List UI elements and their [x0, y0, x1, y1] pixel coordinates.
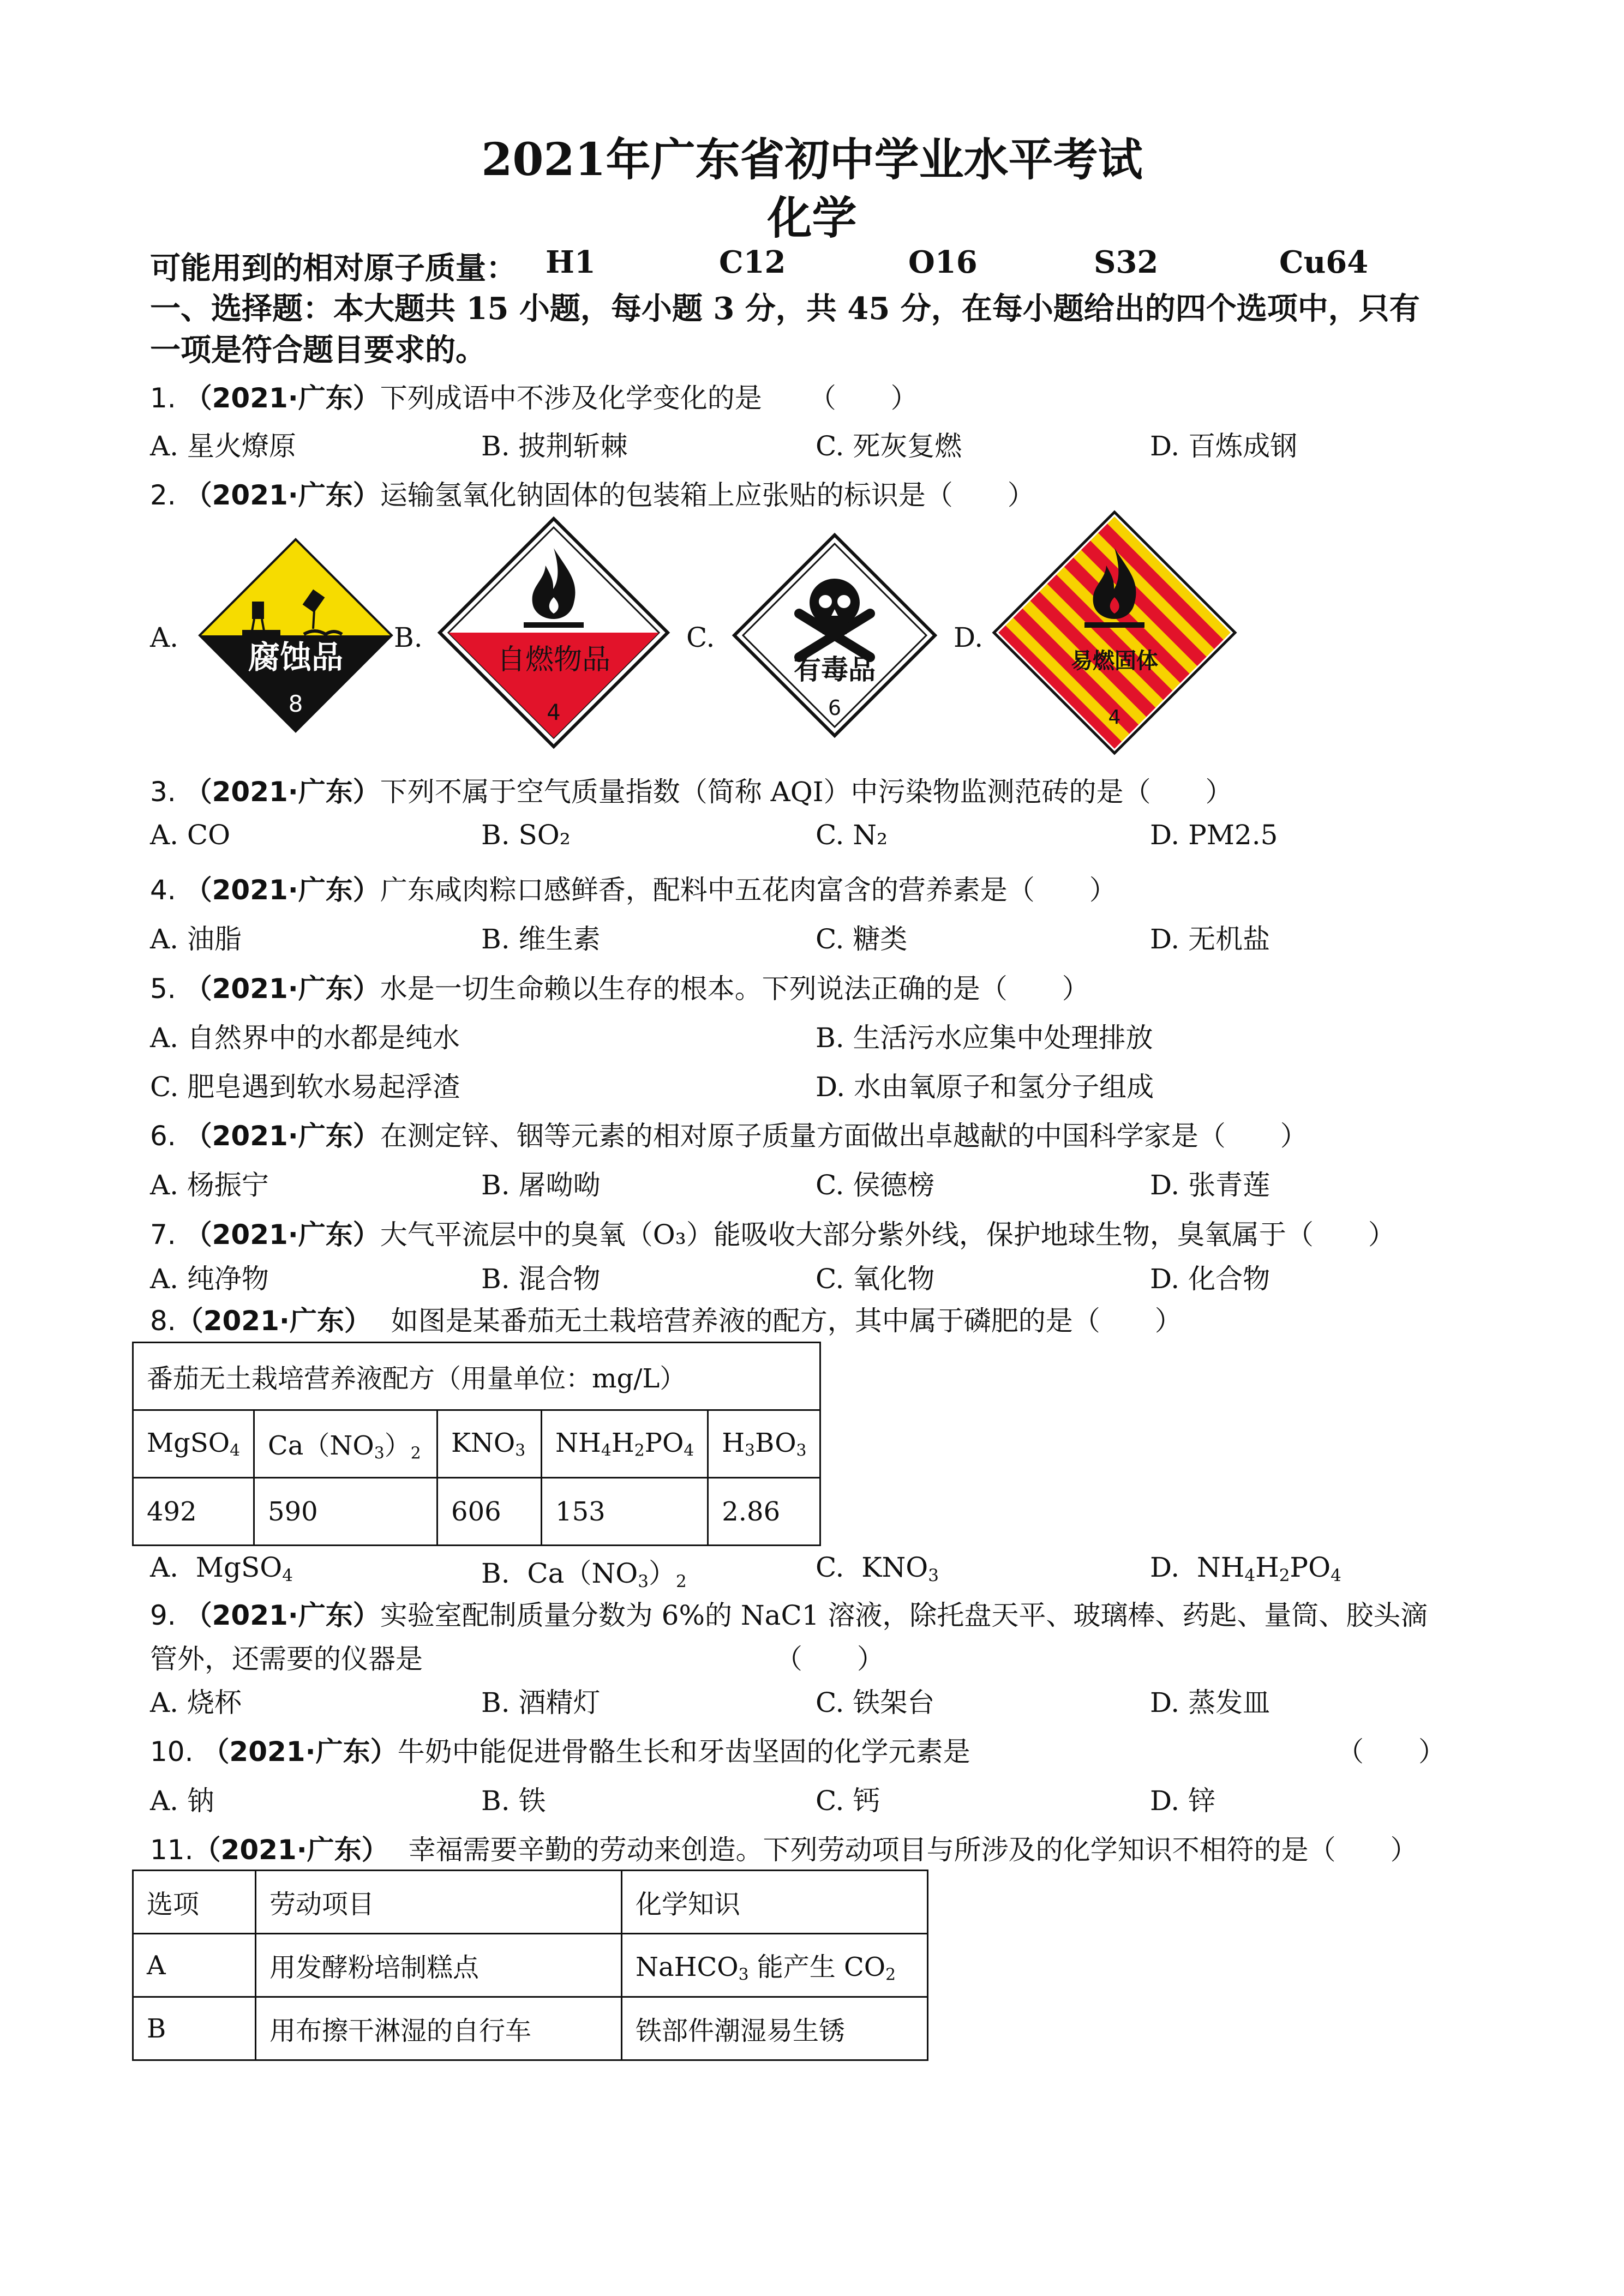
question-text: 如图是某番茄无土栽培营养液的配方，其中属于磷肥的是 [391, 1305, 1073, 1337]
question-number: 6. [150, 1120, 176, 1152]
table-cell: 用发酵粉培制糕点 [256, 1934, 622, 1997]
sign-label: 腐蚀品 [248, 639, 344, 676]
option-b: B. SO₂ [481, 819, 571, 851]
sign-label: 有毒品 [794, 654, 876, 686]
answer-paren: （ ） [1198, 1120, 1308, 1152]
option-a: A. CO [150, 819, 231, 851]
question-text: 水是一切生命赖以生存的根本。下列说法正确的是 [380, 973, 980, 1005]
question-text: 管外，还需要的仪器是 [150, 1643, 423, 1675]
atomic-mass-h: H1 [546, 244, 596, 280]
sign-label: 自燃物品 [496, 644, 611, 676]
question-5 [150, 967, 1089, 1006]
option-c: C. 铁架台 [816, 1687, 935, 1718]
question-number: 2. [150, 479, 176, 511]
table-header-cell: $KNO_3$ [438, 1410, 542, 1478]
table-header-cell: $NH_4H_2PO_4$ [542, 1410, 708, 1478]
table-header-row [133, 1871, 928, 1934]
question-tag: （2021·广东） [184, 479, 380, 511]
atomic-mass-cu: Cu64 [1279, 244, 1369, 280]
question-8 [150, 1299, 1182, 1338]
option-d: D. [954, 622, 984, 653]
option-a: A. 油脂 [150, 923, 242, 955]
option-c: C. 死灰复燃 [816, 430, 962, 462]
question-tag: （2021·广东） [193, 1834, 389, 1866]
question-number: 10. [150, 1736, 194, 1768]
answer-paren: （ ） [925, 479, 1035, 511]
option-b: B. 生活污水应集中处理排放 [816, 1022, 1153, 1054]
table-header-cell: $Ca(NO_3)_2$ [254, 1410, 438, 1478]
option-c: C. 肥皂遇到软水易起浮渣 [150, 1071, 460, 1103]
question-text: 运输氢氧化钠固体的包装箱上应张贴的标识是 [380, 479, 926, 511]
question-tag: （2021·广东） [184, 973, 380, 1005]
option-b: B. 维生素 [481, 923, 601, 955]
option-c: C. $KNO_3$ [816, 1552, 939, 1585]
option-b: B. 混合物 [481, 1263, 601, 1295]
question-3 [150, 770, 1233, 809]
answer-paren: （ ） [808, 382, 918, 414]
answer-paren: （ ） [775, 1643, 884, 1675]
atomic-mass-c: C12 [719, 244, 786, 280]
atomic-mass-label: 可能用到的相对原子质量： [150, 250, 517, 286]
option-d: D. $NH_4H_2PO_4$ [1150, 1552, 1341, 1585]
answer-paren: （ ） [1072, 1305, 1182, 1337]
option-b: B. 披荆斩棘 [481, 430, 628, 462]
question-tag: （2021·广东） [184, 776, 380, 808]
question-9 [150, 1594, 1428, 1633]
question-number: 4. [150, 874, 176, 906]
answer-paren: （ ） [980, 973, 1089, 1005]
question-tag: （2021·广东） [184, 874, 380, 906]
answer-paren: （ ） [1308, 1834, 1418, 1866]
toxic-sign [731, 532, 938, 739]
flammable-solid-sign [992, 510, 1237, 755]
table-header-cell: MgSO$_4$ [133, 1410, 254, 1478]
table-header-cell: 化学知识 [622, 1871, 928, 1934]
question-number: 1. [150, 382, 176, 414]
option-d: D. 蒸发皿 [1150, 1687, 1271, 1718]
table-row [133, 1410, 820, 1478]
atomic-mass-o: O16 [908, 244, 978, 280]
question-text: 实验室配制质量分数为 6%的 NaC1 溶液，除托盘天平、玻璃棒、药匙、量筒、胶头滴 [380, 1600, 1428, 1631]
table-row [133, 1478, 820, 1546]
table-cell: 606 [438, 1478, 542, 1546]
nutrient-formula-table [132, 1342, 821, 1546]
option-c: C. N₂ [816, 819, 888, 851]
spontaneous-combustion-sign [436, 515, 671, 750]
atomic-mass-s: S32 [1094, 244, 1159, 280]
table-cell: 153 [542, 1478, 708, 1546]
question-number: 11. [150, 1834, 194, 1866]
question-1 [150, 376, 918, 416]
table-row [133, 1934, 928, 1997]
option-a: A. [150, 622, 179, 653]
option-a: A. 自然界中的水都是纯水 [150, 1022, 460, 1054]
question-number: 8. [150, 1305, 176, 1337]
option-d: D. 百炼成钢 [1150, 430, 1298, 462]
section-heading-line2: 一项是符合题目要求的。 [150, 332, 486, 368]
option-d: D. 锌 [1150, 1785, 1216, 1817]
sign-number: 6 [828, 696, 842, 720]
option-a: A. 钠 [150, 1785, 214, 1817]
question-number: 5. [150, 973, 176, 1005]
question-tag: （2021·广东） [176, 1305, 371, 1337]
question-number: 7. [150, 1219, 176, 1251]
table-caption: 番茄无土栽培营养液配方（用量单位：mg/L） [133, 1343, 820, 1410]
question-7 [150, 1213, 1395, 1252]
question-text: 下列不属于空气质量指数（简称 AQI）中污染物监测范砖的是 [380, 776, 1124, 808]
question-tag: （2021·广东） [202, 1736, 398, 1768]
question-tag: （2021·广东） [184, 1600, 380, 1631]
option-d: D. 无机盐 [1150, 923, 1271, 955]
answer-paren: （ ） [1286, 1219, 1395, 1251]
question-text: 幸福需要辛勤的劳动来创造。下列劳动项目与所涉及的化学知识不相符的是 [408, 1834, 1309, 1866]
sign-number: 4 [547, 700, 561, 725]
table-cell: NaHCO$_3$ 能产生 $CO_2$ [622, 1934, 928, 1997]
section-heading-line1: 一、选择题：本大题共 15 小题，每小题 3 分，共 45 分，在每小题给出的四个选项中，只有 [150, 291, 1420, 327]
question-6 [150, 1114, 1308, 1153]
option-b: B. 铁 [481, 1785, 546, 1817]
sign-number: 4 [1108, 706, 1121, 729]
question-text: 广东咸肉粽口感鲜香，配料中五花肉富含的营养素是 [380, 874, 1008, 906]
labor-knowledge-table [132, 1870, 928, 2061]
option-c: C. 侯德榜 [816, 1169, 935, 1201]
page-title: 2021年广东省初中学业水平考试 [481, 134, 1143, 186]
option-c: C. 糖类 [816, 923, 908, 955]
option-a: A. 纯净物 [150, 1263, 269, 1295]
table-header-cell: $H_3BO_3$ [708, 1410, 820, 1478]
question-2 [150, 473, 1035, 513]
table-row [133, 1997, 928, 2060]
question-text: 下列成语中不涉及化学变化的是 [380, 382, 762, 414]
option-d: D. 张青莲 [1150, 1169, 1271, 1201]
question-4 [150, 868, 1117, 907]
option-d: D. PM2.5 [1150, 819, 1278, 851]
table-cell: 492 [133, 1478, 254, 1546]
question-tag: （2021·广东） [184, 1120, 380, 1152]
question-11 [150, 1828, 1418, 1867]
question-number: 3. [150, 776, 176, 808]
option-d: D. 水由氧原子和氢分子组成 [816, 1071, 1154, 1103]
option-b: B. [394, 622, 423, 653]
option-c: C. 氧化物 [816, 1263, 935, 1295]
table-cell: 铁部件潮湿易生锈 [622, 1997, 928, 2060]
corrosive-sign [197, 537, 394, 734]
option-b: B. $Ca(NO_3)_2$ [481, 1558, 687, 1591]
option-b: B. 屠呦呦 [481, 1169, 601, 1201]
question-number: 9. [150, 1600, 176, 1631]
table-cell: 2.86 [708, 1478, 820, 1546]
option-d: D. 化合物 [1150, 1263, 1271, 1295]
table-cell: 590 [254, 1478, 438, 1546]
table-header-cell: 劳动项目 [256, 1871, 622, 1934]
option-a: A. MgSO$_4$ [150, 1552, 293, 1585]
table-cell: B [133, 1997, 256, 2060]
question-tag: （2021·广东） [184, 382, 380, 414]
table-cell: A [133, 1934, 256, 1997]
option-a: A. 烧杯 [150, 1687, 242, 1718]
table-cell: 用布擦干淋湿的自行车 [256, 1997, 622, 2060]
question-text: 牛奶中能促进骨骼生长和牙齿坚固的化学元素是 [397, 1736, 970, 1768]
sign-label: 易燃固体 [1071, 648, 1158, 674]
answer-paren: （ ） [1123, 776, 1233, 808]
option-b: B. 酒精灯 [481, 1687, 601, 1718]
answer-paren: （ ） [1337, 1736, 1446, 1768]
question-text: 大气平流层中的臭氧（O₃）能吸收大部分紫外线，保护地球生物，臭氧属于 [380, 1219, 1286, 1251]
option-c: C. 钙 [816, 1785, 880, 1817]
table-header-cell: 选项 [133, 1871, 256, 1934]
page-subject: 化学 [767, 192, 857, 244]
option-c: C. [686, 622, 715, 653]
option-a: A. 杨振宁 [150, 1169, 269, 1201]
question-9-line2 [150, 1637, 884, 1676]
question-10 [150, 1730, 970, 1769]
option-a: A. 星火燎原 [150, 430, 296, 462]
question-tag: （2021·广东） [184, 1219, 380, 1251]
sign-number: 8 [288, 690, 303, 717]
answer-paren: （ ） [1007, 874, 1117, 906]
question-text: 在测定锌、铟等元素的相对原子质量方面做出卓越献的中国科学家是 [380, 1120, 1198, 1152]
